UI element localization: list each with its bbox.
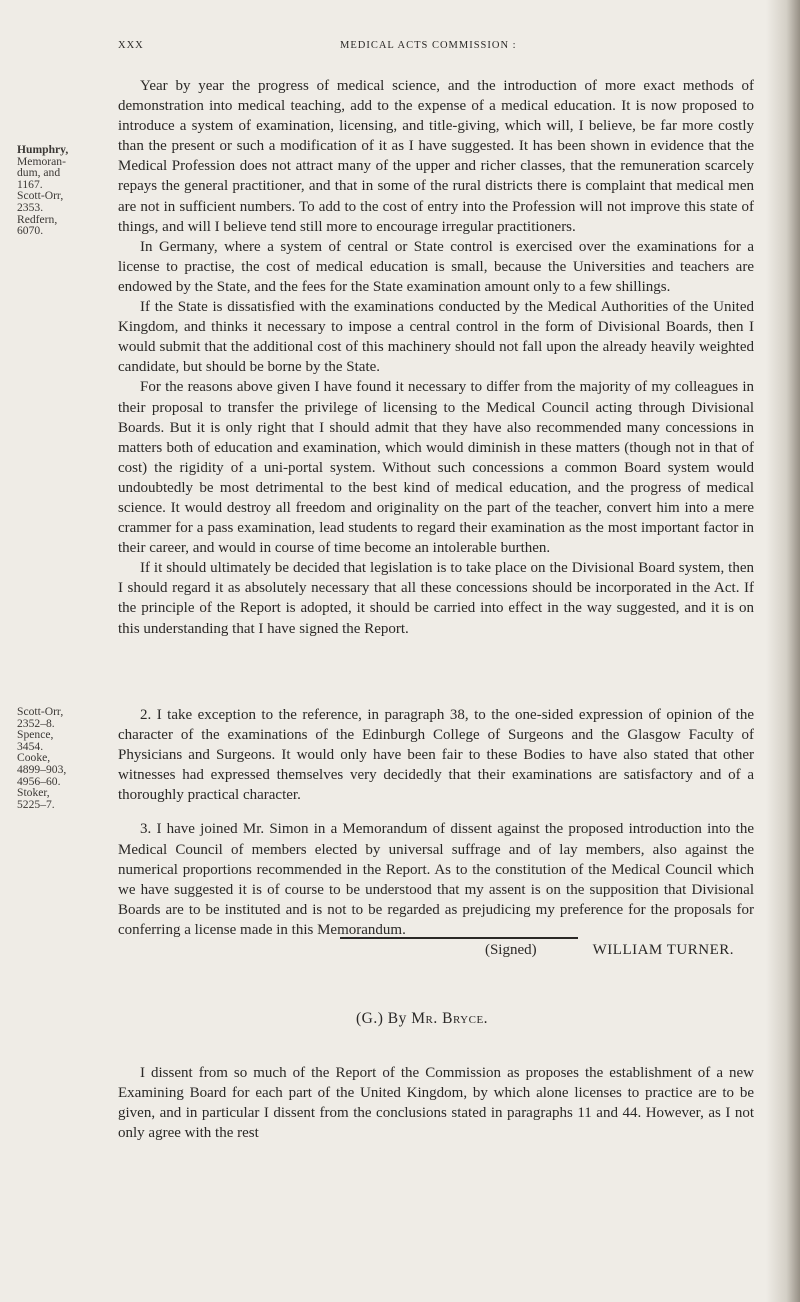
section-heading — [356, 1010, 656, 1028]
paragraph: 2. I take exception to the reference, in paragraph 38, to the one-sided expression of opinion of the character of the examinations of the Edinburgh College of Surgeons and the Glasgow Faculty of Physicians and Surgeons. It would only have been fair to these Bodies to have also stated that other witnesses had expressed themselves very decidedly that their examinations are satisfactory and of a thoroughly practical character. — [118, 707, 754, 804]
body-text-middle — [118, 705, 754, 960]
margin-note-line: Scott-Orr, — [17, 189, 64, 203]
paragraph: If it should ultimately be decided that legislation is to take place on the Divisional Board system, then I should regard it as absolutely necessary that all these concessions should be incorporated in the Act. If the principle of the Report is adopted, it should be carried into effect in the way suggested, and it is on this understanding that I have signed the Report. — [118, 560, 754, 637]
section-prefix: (G.) By — [356, 1010, 407, 1027]
margin-note-line: Stoker, — [17, 786, 50, 800]
signed-label: (Signed) — [484, 942, 537, 959]
margin-note-line: 2352–8. — [17, 716, 55, 730]
signatory-name: WILLIAM TURNER. — [592, 942, 734, 959]
margin-note-line: 3454. — [17, 739, 44, 753]
margin-note-line: 2353. — [17, 200, 44, 214]
margin-note-line: dum, and — [17, 166, 61, 180]
body-text-bottom — [118, 1063, 754, 1143]
margin-note-line: Spence, — [17, 728, 54, 742]
margin-note-1 — [17, 144, 99, 237]
paragraph: I dissent from so much of the Report of the Commission as proposes the establishment of a new Examining Board for each part of the United Kingdom, by which alone licenses to practice are to be given, and in particular I dissent from the conclusions stated in paragraphs 11 and 44. However, as I not only agree with the rest — [118, 1065, 754, 1142]
margin-note-line: Cooke, — [17, 751, 51, 765]
margin-note-line: 5225–7. — [17, 797, 55, 811]
section-divider — [340, 937, 578, 939]
running-title: MEDICAL ACTS COMMISSION : — [340, 40, 517, 51]
section-author: Mr. Bryce. — [411, 1010, 489, 1027]
paragraph: Year by year the progress of medical science, and the introduction of more exact methods of demonstration into medical teaching, add to the expense of a medical education. It is now proposed to introduce a system of examination, licensing, and title-giving, which will, I believe, be far more costly than the present or such a modification of it as I have suggested. It has been shown in evidence that the Medical Profession does not attract many of the upper and richer classes, that the remuneration scarcely repays the general practitioner, and that in some of the rural districts there is complaint that medical men are not in sufficient numbers. To add to the cost of entry into the Profession will not improve this state of things, and will I believe tend still more to encourage irregular practitioners. — [118, 78, 754, 235]
margin-note-line: Humphry, — [17, 143, 69, 156]
margin-note-line: 6070. — [17, 224, 44, 238]
margin-note-line: 4899–903, — [17, 762, 67, 776]
margin-note-line: 1167. — [17, 177, 43, 191]
margin-note-line: 4956–60. — [17, 774, 61, 788]
margin-note-line: Redfern, — [17, 212, 58, 226]
page-edge-shadow — [766, 0, 800, 1302]
paragraph: For the reasons above given I have found it necessary to differ from the majority of my colleagues in their proposal to transfer the privilege of licensing to the Medical Council acting through Divisional Boards. But it is only right that I should admit that they have also recommended many concessions in matters both of education and examination, which would diminish in these matters (though not in that of cost) the rigidity of a uni-portal system. Without such concessions a common Board system would undoubtedly be most detrimental to the best kind of medical education, and the progress of medical science. It would destroy all freedom and originality on the part of the teacher, convert him into a mere crammer for a pass examination, lead students to regard their examination as the most important factor in their career, and would in course of time become an intolerable burthen. — [118, 379, 754, 557]
page-number: XXX — [118, 40, 144, 51]
margin-note-line: Scott-Orr, — [17, 705, 64, 718]
paragraph: 3. I have joined Mr. Simon in a Memorandum of dissent against the proposed introduction into the Medical Council of members elected by universal suffrage and of lay members, also against the numerical proportions recommended in the Report. As to the constitution of the Medical Council which we have suggested it is of course to be understood that my assent is on the supposition that Divisional Boards are to be instituted and is not to be regarded as prejudicing my preference for the proposals for conferring a license made in this Memorandum. — [118, 821, 754, 938]
signature-line — [118, 940, 754, 960]
paragraph: In Germany, where a system of central or State control is exercised over the examinations for a license to practise, the cost of medical education is small, because the Universities and teachers are endowed by the State, and the fees for the State examination amount only to a few shillings. — [118, 238, 754, 295]
paragraph: If the State is dissatisfied with the examinations conducted by the Medical Authorities of the United Kingdom, and thinks it necessary to impose a central control in the form of Divisional Boards, then I would submit that the additional cost of this machinery should not fall upon the already heavily weighted candidate, but should be borne by the State. — [118, 299, 754, 376]
body-text-top — [118, 76, 754, 639]
margin-note-2 — [17, 706, 99, 810]
margin-note-line: Memoran- — [17, 154, 66, 168]
